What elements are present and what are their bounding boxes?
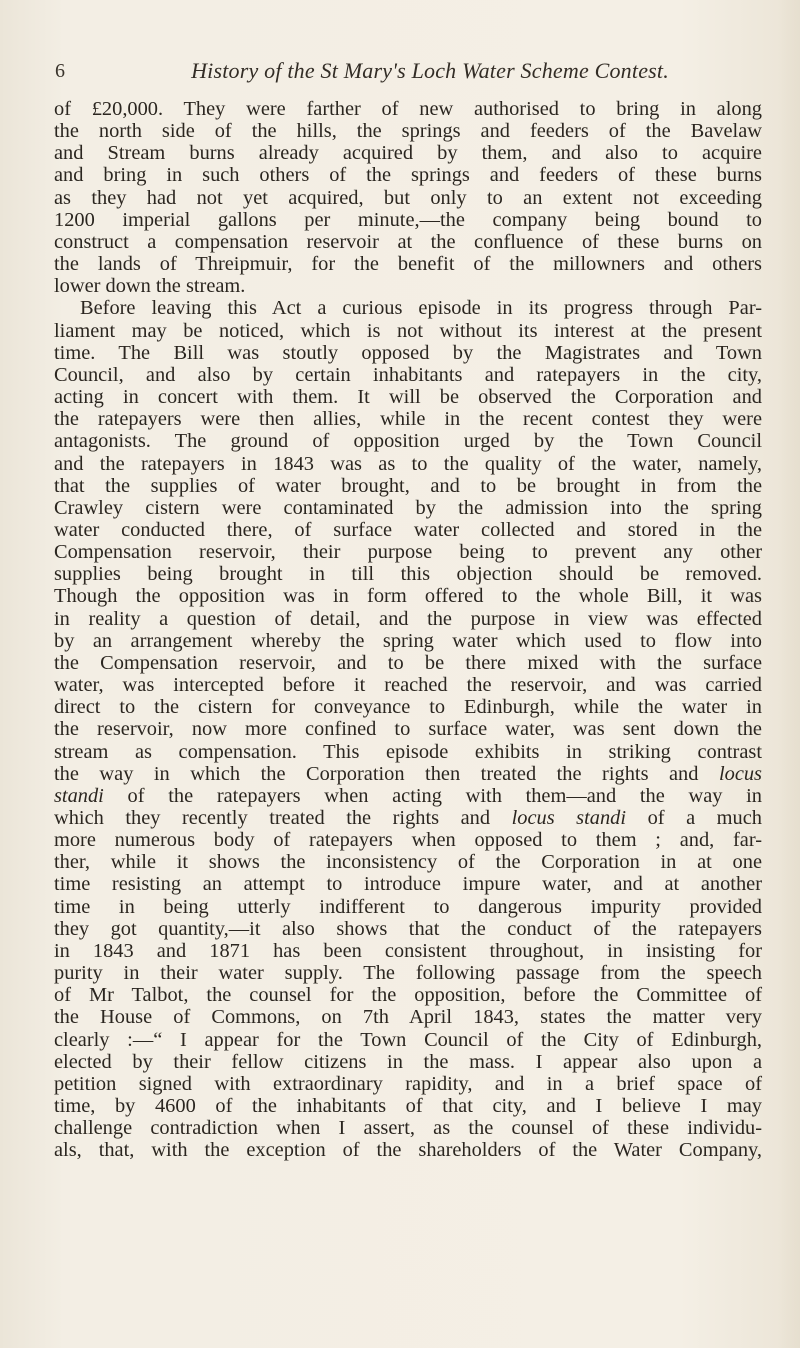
text-line-part: which they recently treated the rights and <box>54 807 512 829</box>
text-line: Compensation reservoir, their purpose being to prevent any other <box>54 541 762 564</box>
page-number: 6 <box>55 60 65 82</box>
text-line: and Stream burns already acquired by them, and also to acquire <box>54 142 762 165</box>
text-line: petition signed with extraordinary rapidity, and in a brief space of <box>54 1072 762 1095</box>
page-edge-shadow <box>778 0 800 1348</box>
text-line-with-italic <box>54 807 762 829</box>
text-line: as they had not yet acquired, but only to an extent not exceeding <box>54 186 762 209</box>
text-line: liament may be noticed, which is not without its interest at the present <box>54 319 762 342</box>
text-line: and the ratepayers in 1843 was as to the quality of the water, namely, <box>54 452 762 475</box>
text-line: they got quantity,—it also shows that the conduct of the ratepayers <box>54 917 762 940</box>
italic-phrase: locus standi <box>511 807 627 829</box>
text-line: Though the opposition was in form offered to the whole Bill, it was <box>54 585 762 608</box>
text-line-part: of a much <box>626 807 762 829</box>
body-text <box>54 98 762 1162</box>
text-line: water conducted there, of surface water collected and stored in the <box>54 518 762 541</box>
text-line: antagonists. The ground of opposition urged by the Town Council <box>54 430 762 453</box>
text-line: by an arrangement whereby the spring water which used to flow into <box>54 629 762 652</box>
text-line: the reservoir, now more confined to surface water, was sent down the <box>54 718 762 741</box>
italic-phrase: locus <box>718 762 762 785</box>
text-line-with-italic <box>54 763 762 785</box>
text-line: the lands of Threipmuir, for the benefit of the millowners and others <box>54 253 762 276</box>
text-line: purity in their water supply. The following passage from the speech <box>54 962 762 985</box>
text-line: elected by their fellow citizens in the mass. I appear also upon a <box>54 1050 762 1073</box>
text-line: more numerous body of ratepayers when opposed to them ; and, far- <box>54 829 762 852</box>
text-line: time. The Bill was stoutly opposed by the Magistrates and Town <box>54 341 762 364</box>
text-line: Crawley cistern were contaminated by the admission into the spring <box>54 496 762 519</box>
text-line: the House of Commons, on 7th April 1843, states the matter very <box>54 1006 762 1029</box>
text-line: that the supplies of water brought, and to be brought in from the <box>54 474 762 497</box>
text-line-part: the way in which the Corporation then treated the rights and <box>54 762 719 785</box>
text-line: water, was intercepted before it reached the reservoir, and was carried <box>54 674 762 697</box>
text-line: the Compensation reservoir, and to be there mixed with the surface <box>54 651 762 674</box>
text-line: time resisting an attempt to introduce impure water, and at another <box>54 873 762 896</box>
text-line: stream as compensation. This episode exhibits in striking contrast <box>54 740 762 763</box>
page-header <box>0 58 800 88</box>
text-line: in 1843 and 1871 has been consistent throughout, in insisting for <box>54 939 762 962</box>
italic-phrase: standi <box>54 784 104 807</box>
text-line: direct to the cistern for conveyance to Edinburgh, while the water in <box>54 696 762 719</box>
text-line: time, by 4600 of the inhabitants of that city, and I believe I may <box>54 1095 762 1118</box>
paragraph-1 <box>54 98 762 297</box>
text-line-part: of the ratepayers when acting with them—and the way in <box>127 784 762 807</box>
text-line: of Mr Talbot, the counsel for the opposition, before the Committee of <box>54 984 762 1007</box>
running-head: History of the St Mary's Loch Water Scheme Contest. <box>191 58 669 83</box>
text-line: of £20,000. They were farther of new authorised to bring in along <box>54 98 762 120</box>
text-line: challenge contradiction when I assert, as the counsel of these individu- <box>54 1117 762 1140</box>
text-line: ther, while it shows the inconsistency of the Corporation in at one <box>54 851 762 874</box>
text-line: Before leaving this Act a curious episode in its progress through Par- <box>80 297 762 320</box>
text-line: Council, and also by certain inhabitants and ratepayers in the city, <box>54 363 762 386</box>
text-line: als, that, with the exception of the shareholders of the Water Company, <box>54 1139 762 1162</box>
text-line: time in being utterly indifferent to dangerous impurity provided <box>54 895 762 918</box>
text-line: lower down the stream. <box>54 275 246 298</box>
text-line: supplies being brought in till this objection should be removed. <box>54 563 762 586</box>
paragraph-2 <box>54 297 762 1161</box>
text-line: in reality a question of detail, and the purpose in view was effected <box>54 607 762 630</box>
text-line: clearly :—“ I appear for the Town Council of the City of Edinburgh, <box>54 1028 762 1051</box>
text-line: the ratepayers were then allies, while in the recent contest they were <box>54 408 762 431</box>
text-line: construct a compensation reservoir at the confluence of these burns on <box>54 230 762 253</box>
text-line-with-italic <box>54 785 762 807</box>
text-line: and bring in such others of the springs and feeders of these burns <box>54 164 762 187</box>
text-line: the north side of the hills, the springs and feeders of the Bavelaw <box>54 120 762 143</box>
text-line: 1200 imperial gallons per minute,—the company being bound to <box>54 208 762 231</box>
text-line: acting in concert with them. It will be observed the Corporation and <box>54 386 762 409</box>
